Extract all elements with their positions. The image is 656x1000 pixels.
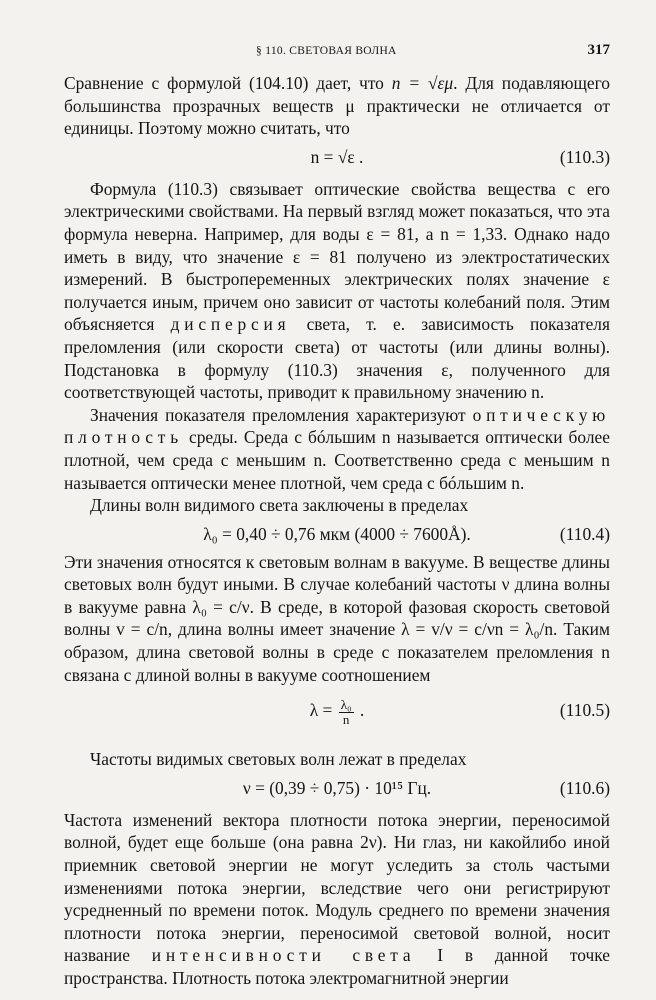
formula-inline: n = √εμ <box>391 73 454 93</box>
page-number: 317 <box>587 42 610 58</box>
equation-body: ν = (0,39 ÷ 0,75) · 10¹⁵ Гц. <box>242 777 432 798</box>
equation-number: (110.6) <box>559 777 610 798</box>
equation-body: λ = $\frac{\text{λ₀}}{n}$ . <box>309 696 365 727</box>
paragraph-7: Частота изменений вектора плотности потока энергии, переносимой волной, будет еще больше (она равна 2ν). Ни глаз, ни какойлибо иной приемник световой энергии не могут уследить за столь частыми изменениями потока энергии, вследствие чего они регистрируют усредненный по времени поток. Модуль среднего по времени значения плотности потока энергии, переносимой световой волной, носит название интенсивности света I в данной точке пространства. Плотность потока электромагнитной энергии <box>64 809 611 988</box>
equation-110-5 <box>64 686 610 734</box>
spaced-term: оптическую плотность <box>64 404 610 448</box>
equation-number: (110.3) <box>559 146 610 167</box>
paragraph-1: Сравнение с формулой (104.10) дает, что n = √εμ. Для подавляющего большинства прозрачных веществ μ практически не отличается от единицы. Поэтому можно считать, что <box>64 73 610 139</box>
equation-number: (110.5) <box>559 700 610 721</box>
equation-110-4 <box>64 517 610 551</box>
body-text <box>64 72 610 990</box>
page-header <box>64 42 610 62</box>
paragraph-4: Длины волн видимого света заключены в пределах <box>90 495 469 516</box>
spaced-term: интенсивности света <box>151 945 416 966</box>
equation-body: n = √ε . <box>310 146 364 167</box>
equation-number: (110.4) <box>559 523 610 544</box>
running-head: § 110. СВЕТОВАЯ ВОЛНА <box>256 45 397 57</box>
equation-110-3 <box>64 140 610 174</box>
paragraph-2: Формула (110.3) связывает оптические свойства вещества с его электрическими свойствами. На первый взгляд может показаться, что эта формула неверна. Например, для воды ε = 81, а n = 1,33. Однако надо иметь в виду, что значение ε = 81 получено из электростатических измерений. В быстропеременных электрических полях значение ε получается иным, причем оно зависит от частоты колебаний поля. Этим объясняется дисперсия света, т. е. зависимость показателя преломления (или скорости света) от частоты (или длины волны). Подстановка в формулу (110.3) значения ε, полученного для соответствующей частоты, приводит к правильному значению n. <box>64 178 610 403</box>
paragraph-6: Частоты видимых световых волн лежат в пределах <box>90 749 467 770</box>
paragraph-3: Значения показателя преломления характеризуют оптическую плотность среды. Среда с бóльшим n называется оптически более плотной, чем среда с меньшим n. Соответственно среда с меньшим n называется оптически менее плотной, чем среда с бóльшим n. <box>64 404 610 493</box>
paragraph-5: Эти значения относятся к световым волнам в вакууме. В веществе длины световых волн будут иными. В случае колебаний частоты ν длина волны в вакууме равна λ₀ = c/ν. В среде, в которой фазовая скорость световой волны v = c/n, длина волны имеет значение λ = v/ν = c/νn = λ₀/n. Таким образом, длина световой волны в среде с показателем преломления n связана с длиной волны в вакууме соотношением <box>64 551 610 685</box>
equation-110-6 <box>64 771 610 805</box>
fraction: $\frac{\text{λ₀}}{n}$ <box>340 696 352 727</box>
equation-body: λ₀ = 0,40 ÷ 0,76 мкм (4000 ÷ 7600Å). <box>203 523 471 544</box>
spaced-term: дисперсия <box>170 314 291 335</box>
